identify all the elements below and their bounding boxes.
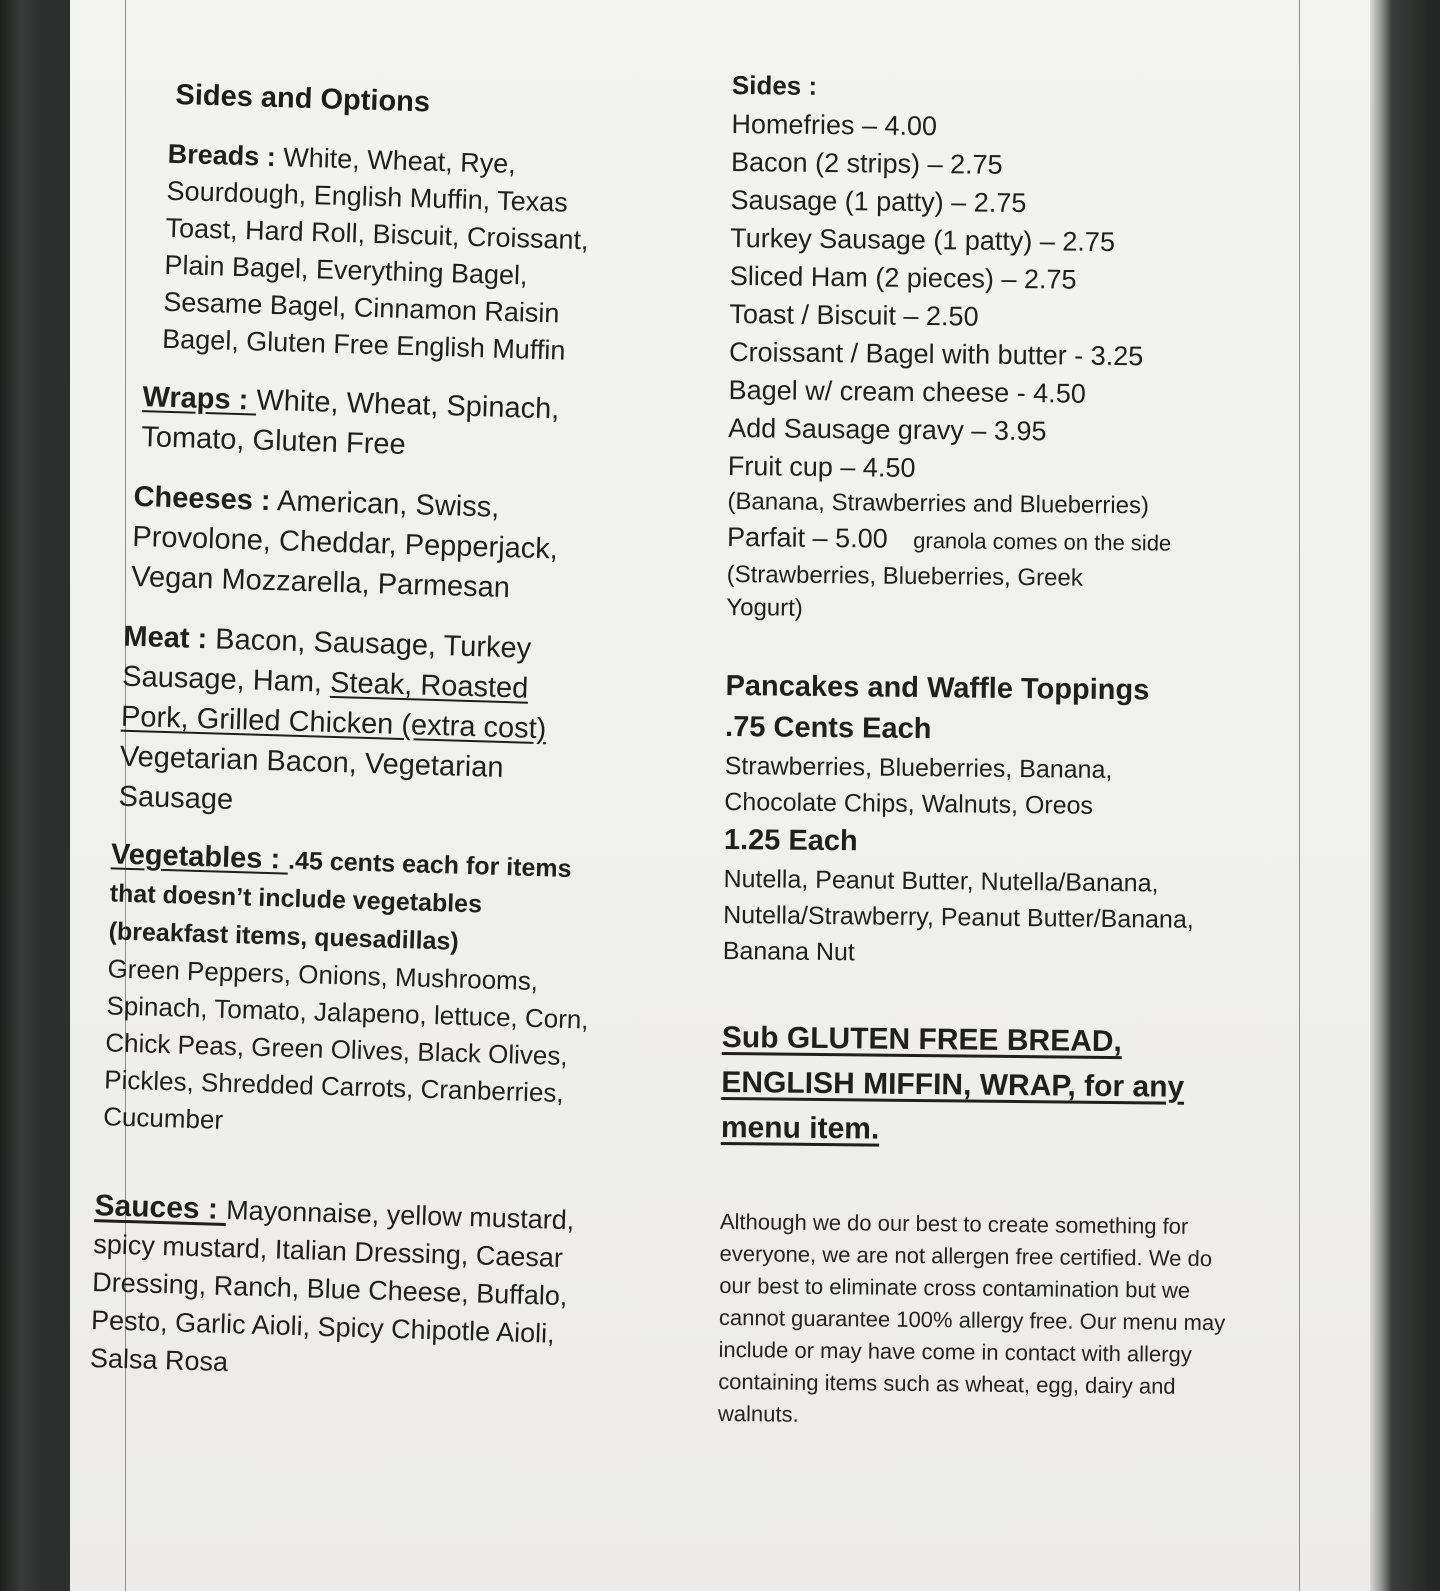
sauces-text: Mayonnaise, yellow mustard, spicy mustard, Italian Dressing, Caesar Dressing, Ranch, Blue Cheese, Buffalo, Pesto, Garlic Aioli, Spicy Chipotle Aioli, Salsa Rosa	[89, 1194, 575, 1378]
breads-text: White, Wheat, Rye, Sourdough, English Muffin, Texas Toast, Hard Roll, Biscuit, Croissant, Plain Bagel, Everything Bagel, Sesame Bagel, Cinnamon Raisin Bagel, Gluten Free English Muffin	[161, 141, 589, 366]
fruit-cup-note: (Banana, Strawberries and Blueberries)	[727, 487, 1150, 520]
sides-list	[726, 105, 1271, 630]
meat-label: Meat :	[122, 620, 208, 656]
left-column	[89, 78, 660, 1413]
toppings-section	[723, 666, 1266, 975]
toppings-title: Pancakes and Waffle Toppings	[725, 669, 1150, 707]
wraps-label: Wraps :	[142, 381, 257, 417]
wraps-block	[141, 377, 613, 471]
side-item: Add Sausage gravy – 3.95	[728, 412, 1047, 447]
right-column	[718, 70, 1272, 1436]
tier2-items: Nutella, Peanut Butter, Nutella/Banana, Nutella/Strawberry, Peanut Butter/Banana, Banana Nut	[722, 864, 1194, 967]
parfait-contents: (Strawberries, Blueberries, Greek Yogurt)	[726, 560, 1083, 622]
vegetables-block	[103, 836, 602, 1149]
side-item: Turkey Sausage (1 patty) – 2.75	[730, 222, 1116, 258]
cheeses-text: American, Swiss, Provolone, Cheddar, Pepperjack, Vegan Mozzarella, Parmesan	[130, 484, 559, 605]
breads-block	[162, 136, 628, 372]
side-item: Toast / Biscuit – 2.50	[729, 298, 979, 332]
meat-extra-cost: Steak, Roasted Pork, Grilled Chicken (extra cost)	[120, 666, 547, 746]
allergen-disclaimer: Although we do our best to create something for everyone, we are not allergen free certified. We do our best to eliminate cross contamination but we cannot guarantee 100% allergy free. Our menu may include or may have come in contact with allergy containing items such as wheat, egg, dairy and walnuts.	[717, 1208, 1226, 1427]
sides-title: Sides :	[731, 70, 818, 101]
tier1-price: .75 Cents Each	[724, 710, 932, 746]
side-item: Homefries – 4.00	[731, 108, 938, 142]
section-title: Sides and Options	[175, 78, 431, 119]
side-item: Bagel w/ cream cheese - 4.50	[728, 374, 1086, 409]
sauces-label: Sauces :	[94, 1189, 227, 1226]
tier2-price: 1.25 Each	[723, 823, 858, 858]
breads-label: Breads :	[167, 138, 277, 172]
menu-sheet	[70, 0, 1370, 1591]
cheeses-label: Cheeses :	[133, 480, 272, 517]
side-item: Sliced Ham (2 pieces) – 2.75	[729, 260, 1077, 295]
parfait-note: granola comes on the side	[913, 527, 1172, 556]
side-item: Sausage (1 patty) – 2.75	[730, 184, 1027, 219]
meat-text: Bacon, Sausage, Turkey Sausage, Ham,	[121, 623, 532, 699]
vegetables-label: Vegetables :	[110, 838, 289, 876]
side-item: Fruit cup – 4.50	[727, 450, 916, 483]
menu-binder-edge	[1370, 0, 1440, 1591]
gluten-free-note: Sub GLUTEN FREE BREAD, ENGLISH MIFFIN, WRAP, for any menu item.	[720, 1020, 1185, 1146]
cheeses-block	[131, 477, 604, 611]
sauces-block	[89, 1187, 594, 1392]
tier1-items: Strawberries, Blueberries, Banana, Chocolate Chips, Walnuts, Oreos	[724, 751, 1113, 820]
parfait-price: Parfait – 5.00	[726, 521, 888, 554]
vegetables-text: Green Peppers, Onions, Mushrooms, Spinach, Tomato, Jalapeno, lettuce, Corn, Chick Peas, Green Olives, Black Olives, Pickles, Shredded Carrots, Cranberries, Cucumber	[102, 953, 590, 1135]
side-item: Croissant / Bagel with butter - 3.25	[728, 336, 1144, 372]
meat-block	[118, 617, 594, 831]
wraps-text: White, Wheat, Spinach, Tomato, Gluten Free	[140, 384, 560, 461]
vegetables-note: .45 cents each for items that doesn’t include vegetables (breakfast items, quesadillas)	[108, 846, 572, 956]
side-item: Bacon (2 strips) – 2.75	[730, 146, 1003, 180]
parfait-item	[727, 518, 1197, 563]
meat-text-vegetarian: Vegetarian Bacon, Vegetarian Sausage	[118, 740, 504, 816]
